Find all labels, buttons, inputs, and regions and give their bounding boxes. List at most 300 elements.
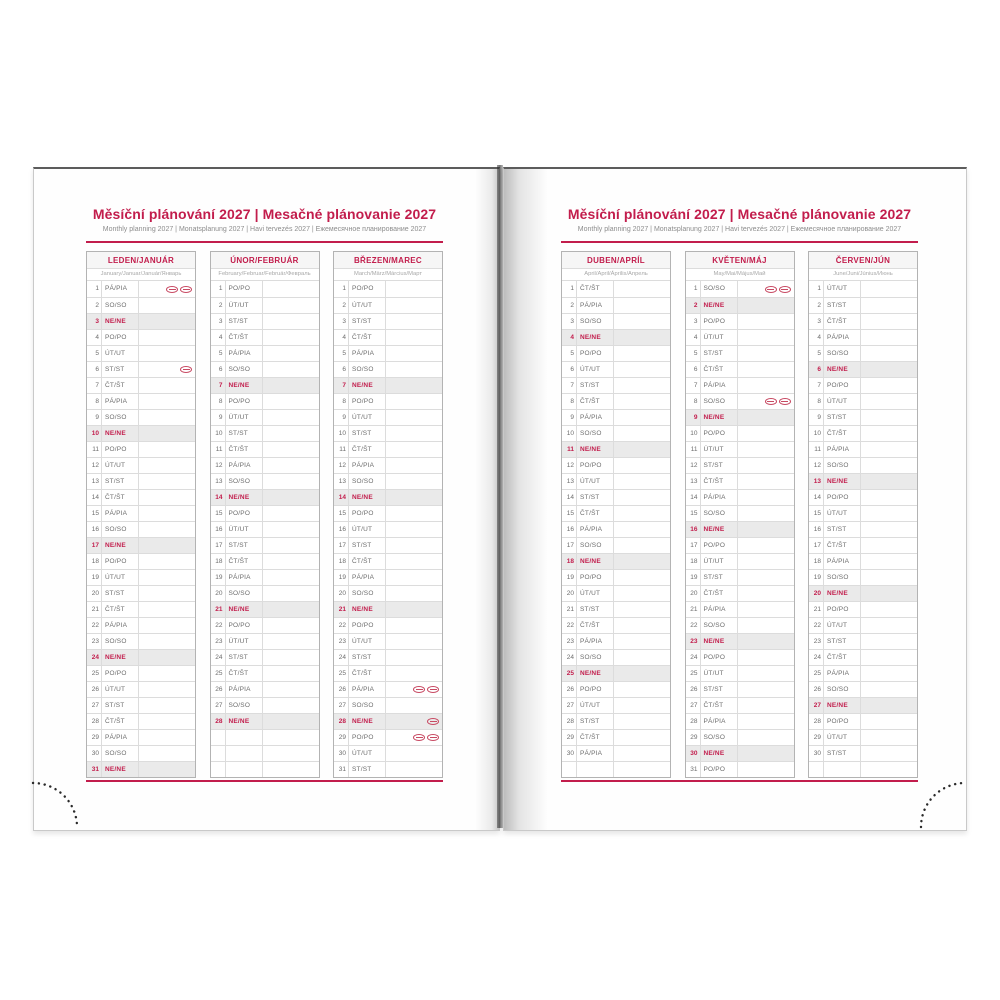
left-page-content — [86, 169, 443, 830]
day-name: PÁ/PIA — [577, 410, 614, 425]
day-note-area — [738, 570, 794, 585]
day-row — [809, 441, 917, 457]
month-table — [685, 251, 795, 778]
day-row — [334, 649, 442, 665]
day-name: NE/NE — [701, 410, 738, 425]
day-note-area — [738, 538, 794, 553]
day-name: PÁ/PIA — [102, 394, 139, 409]
left-page — [33, 167, 500, 831]
day-row — [211, 601, 319, 617]
day-name: PÁ/PIA — [349, 458, 386, 473]
day-row — [562, 409, 670, 425]
day-number: 26 — [562, 682, 577, 697]
day-number: 15 — [211, 506, 226, 521]
day-name: ČT/ŠT — [701, 586, 738, 601]
day-note-area — [139, 458, 195, 473]
day-note-area — [139, 506, 195, 521]
day-row — [562, 681, 670, 697]
day-number: 29 — [87, 730, 102, 745]
day-row — [562, 601, 670, 617]
day-name: PÁ/PIA — [577, 298, 614, 313]
holiday-flag-icon — [166, 286, 178, 293]
day-note-area — [263, 426, 319, 441]
day-note-area — [738, 666, 794, 681]
day-note-area — [614, 618, 670, 633]
day-name — [226, 730, 263, 745]
day-name: SO/SO — [701, 730, 738, 745]
day-row — [562, 393, 670, 409]
day-row — [562, 665, 670, 681]
day-number: 2 — [87, 298, 102, 313]
day-note-area — [139, 522, 195, 537]
day-row — [809, 393, 917, 409]
day-note-area — [263, 506, 319, 521]
day-number: 26 — [87, 682, 102, 697]
day-number: 14 — [334, 490, 349, 505]
day-row — [809, 329, 917, 345]
day-row — [809, 377, 917, 393]
day-row — [686, 329, 794, 345]
day-row — [686, 553, 794, 569]
day-name: NE/NE — [577, 554, 614, 569]
day-name: ÚT/UT — [824, 506, 861, 521]
day-row — [686, 297, 794, 313]
day-note-area — [263, 618, 319, 633]
day-number: 12 — [334, 458, 349, 473]
day-row — [809, 313, 917, 329]
day-note-area — [386, 650, 442, 665]
day-name: ST/ST — [102, 698, 139, 713]
day-note-area — [738, 474, 794, 489]
day-number: 6 — [334, 362, 349, 377]
day-note-area — [263, 570, 319, 585]
day-note-area — [738, 730, 794, 745]
day-row — [211, 393, 319, 409]
day-name: PÁ/PIA — [226, 682, 263, 697]
footer-divider-rule — [561, 780, 918, 782]
day-note-area — [386, 474, 442, 489]
day-row — [211, 681, 319, 697]
day-number: 29 — [686, 730, 701, 745]
day-name: PO/PO — [577, 346, 614, 361]
day-name: ST/ST — [349, 762, 386, 777]
header-divider-rule — [561, 241, 918, 243]
day-note-area — [861, 458, 917, 473]
day-number: 6 — [211, 362, 226, 377]
day-row — [87, 409, 195, 425]
day-name: PO/PO — [349, 281, 386, 297]
day-number: 17 — [334, 538, 349, 553]
right-page — [503, 167, 967, 831]
day-number: 12 — [809, 458, 824, 473]
day-name: ST/ST — [102, 586, 139, 601]
day-name: SO/SO — [226, 586, 263, 601]
day-row — [809, 521, 917, 537]
day-name: NE/NE — [701, 298, 738, 313]
day-row — [809, 617, 917, 633]
day-row — [87, 489, 195, 505]
day-name: NE/NE — [102, 426, 139, 441]
day-name: ÚT/UT — [349, 522, 386, 537]
day-number: 15 — [809, 506, 824, 521]
day-number: 23 — [334, 634, 349, 649]
day-number: 4 — [211, 330, 226, 345]
holiday-flag-icon — [427, 686, 439, 693]
day-row — [809, 569, 917, 585]
month-name: LEDEN/JANUÁR — [87, 252, 195, 269]
day-number: 28 — [562, 714, 577, 729]
day-name: ST/ST — [701, 346, 738, 361]
day-row — [334, 681, 442, 697]
day-name: ST/ST — [102, 474, 139, 489]
day-number: 20 — [334, 586, 349, 601]
page-subtitle: Monthly planning 2027 | Monatsplanung 2027 | Havi tervezés 2027 | Ежемесячное планирование 2027 — [102, 226, 427, 233]
day-name: ÚT/UT — [701, 666, 738, 681]
day-name: NE/NE — [577, 666, 614, 681]
day-note-area — [263, 490, 319, 505]
day-note-area — [614, 330, 670, 345]
day-number: 5 — [87, 346, 102, 361]
day-note-area — [614, 602, 670, 617]
day-number: 28 — [809, 714, 824, 729]
day-note-area — [386, 618, 442, 633]
day-note-area — [386, 730, 442, 745]
day-note-area — [738, 281, 794, 297]
day-number: 8 — [211, 394, 226, 409]
day-name: ÚT/UT — [577, 586, 614, 601]
day-row — [334, 713, 442, 729]
day-number: 20 — [562, 586, 577, 601]
day-note-area — [738, 426, 794, 441]
day-number: 17 — [87, 538, 102, 553]
day-number: 3 — [809, 314, 824, 329]
day-number: 26 — [211, 682, 226, 697]
day-name: PO/PO — [102, 330, 139, 345]
day-name: ČT/ŠT — [824, 314, 861, 329]
day-name: PÁ/PIA — [102, 281, 139, 297]
day-row — [686, 633, 794, 649]
day-note-area — [738, 362, 794, 377]
day-note-area — [139, 346, 195, 361]
day-name — [226, 746, 263, 761]
day-name: ÚT/UT — [577, 698, 614, 713]
day-number: 19 — [87, 570, 102, 585]
day-number: 10 — [562, 426, 577, 441]
day-number: 23 — [562, 634, 577, 649]
day-name: SO/SO — [577, 650, 614, 665]
day-row — [211, 329, 319, 345]
day-row — [809, 473, 917, 489]
day-number: 27 — [809, 698, 824, 713]
day-name: SO/SO — [349, 362, 386, 377]
day-note-area — [614, 378, 670, 393]
day-row — [211, 665, 319, 681]
day-number: 19 — [211, 570, 226, 585]
day-note-area — [738, 410, 794, 425]
day-row — [87, 697, 195, 713]
day-number: 19 — [686, 570, 701, 585]
day-number: 29 — [334, 730, 349, 745]
day-name: SO/SO — [824, 570, 861, 585]
day-number: 19 — [562, 570, 577, 585]
day-note-area — [738, 682, 794, 697]
day-name: PÁ/PIA — [577, 746, 614, 761]
day-number: 16 — [211, 522, 226, 537]
holiday-flag-icon — [427, 718, 439, 725]
day-name: ÚT/UT — [349, 746, 386, 761]
day-number: 21 — [686, 602, 701, 617]
day-name: NE/NE — [349, 490, 386, 505]
day-name: NE/NE — [226, 602, 263, 617]
day-number: 31 — [686, 762, 701, 777]
day-name: ČT/ŠT — [349, 554, 386, 569]
day-number — [211, 730, 226, 745]
month-tables-row — [86, 251, 443, 778]
day-note-area — [139, 618, 195, 633]
day-row — [562, 361, 670, 377]
day-row — [87, 745, 195, 761]
day-name: ČT/ŠT — [226, 330, 263, 345]
day-number: 5 — [211, 346, 226, 361]
day-row — [809, 697, 917, 713]
month-name: DUBEN/APRÍL — [562, 252, 670, 269]
day-row — [211, 281, 319, 297]
day-number: 21 — [334, 602, 349, 617]
day-row — [562, 633, 670, 649]
day-row — [211, 697, 319, 713]
day-note-area — [614, 458, 670, 473]
day-note-area — [614, 634, 670, 649]
day-name: PÁ/PIA — [824, 666, 861, 681]
day-name: PÁ/PIA — [577, 634, 614, 649]
day-note-area — [861, 442, 917, 457]
day-row — [334, 505, 442, 521]
day-row — [809, 409, 917, 425]
day-row — [686, 409, 794, 425]
day-number: 1 — [334, 281, 349, 297]
day-number: 24 — [562, 650, 577, 665]
page-subtitle: Monthly planning 2027 | Monatsplanung 2027 | Havi tervezés 2027 | Ежемесячное планирование 2027 — [577, 226, 902, 233]
day-row — [334, 297, 442, 313]
day-note-area — [263, 666, 319, 681]
day-name: NE/NE — [577, 442, 614, 457]
day-row — [334, 425, 442, 441]
day-name: NE/NE — [824, 362, 861, 377]
day-row — [87, 329, 195, 345]
day-name: ČT/ŠT — [349, 666, 386, 681]
day-name — [824, 762, 861, 777]
day-row — [562, 761, 670, 777]
day-note-area — [263, 330, 319, 345]
day-row — [211, 473, 319, 489]
day-note-area — [614, 554, 670, 569]
day-note-area — [738, 506, 794, 521]
month-table — [808, 251, 918, 778]
day-note-area — [139, 442, 195, 457]
day-note-area — [263, 410, 319, 425]
day-number: 21 — [809, 602, 824, 617]
day-note-area — [614, 538, 670, 553]
day-note-area — [139, 730, 195, 745]
day-row — [809, 601, 917, 617]
day-name: ČT/ŠT — [226, 442, 263, 457]
day-note-area — [614, 474, 670, 489]
day-number: 14 — [87, 490, 102, 505]
day-row — [686, 441, 794, 457]
day-row — [686, 281, 794, 297]
day-number: 4 — [562, 330, 577, 345]
day-name: ST/ST — [349, 650, 386, 665]
day-name: ÚT/UT — [226, 410, 263, 425]
day-name: ST/ST — [226, 314, 263, 329]
month-table — [86, 251, 196, 778]
day-number: 16 — [562, 522, 577, 537]
day-row — [211, 585, 319, 601]
day-number: 18 — [87, 554, 102, 569]
day-note-area — [738, 442, 794, 457]
day-row — [686, 601, 794, 617]
day-number: 26 — [686, 682, 701, 697]
day-name: PO/PO — [577, 458, 614, 473]
day-name: ST/ST — [349, 314, 386, 329]
day-note-area — [861, 682, 917, 697]
day-name: ÚT/UT — [349, 298, 386, 313]
day-row — [211, 345, 319, 361]
day-number: 17 — [211, 538, 226, 553]
day-note-area — [139, 298, 195, 313]
day-name: PÁ/PIA — [701, 714, 738, 729]
day-number: 17 — [562, 538, 577, 553]
day-name: ST/ST — [824, 298, 861, 313]
day-row — [562, 521, 670, 537]
day-name: PO/PO — [102, 666, 139, 681]
day-note-area — [861, 314, 917, 329]
day-row — [562, 441, 670, 457]
day-note-area — [738, 394, 794, 409]
day-name: PÁ/PIA — [349, 682, 386, 697]
day-number: 13 — [562, 474, 577, 489]
day-name: ST/ST — [577, 378, 614, 393]
day-name: ČT/ŠT — [226, 554, 263, 569]
day-note-area — [614, 394, 670, 409]
day-note-area — [738, 490, 794, 505]
day-row — [87, 441, 195, 457]
day-name: PÁ/PIA — [824, 442, 861, 457]
day-number: 22 — [686, 618, 701, 633]
day-name: NE/NE — [349, 602, 386, 617]
day-row — [211, 649, 319, 665]
day-name: NE/NE — [226, 378, 263, 393]
day-row — [686, 569, 794, 585]
day-row — [87, 377, 195, 393]
day-note-area — [386, 314, 442, 329]
day-row — [87, 569, 195, 585]
day-name: ST/ST — [824, 522, 861, 537]
day-number: 2 — [562, 298, 577, 313]
day-note-area — [861, 618, 917, 633]
day-row — [334, 617, 442, 633]
day-name: SO/SO — [577, 314, 614, 329]
day-note-area — [738, 586, 794, 601]
day-row — [334, 601, 442, 617]
month-languages: February/Februar/Február/Февраль — [211, 269, 319, 281]
day-number: 14 — [809, 490, 824, 505]
day-row — [686, 537, 794, 553]
day-number: 25 — [334, 666, 349, 681]
day-note-area — [386, 554, 442, 569]
day-name: ÚT/UT — [226, 522, 263, 537]
day-note-area — [614, 281, 670, 297]
day-note-area — [139, 474, 195, 489]
month-table — [210, 251, 320, 778]
day-number: 27 — [562, 698, 577, 713]
day-name: ÚT/UT — [102, 682, 139, 697]
day-note-area — [386, 746, 442, 761]
day-number: 2 — [686, 298, 701, 313]
day-row — [686, 681, 794, 697]
day-row — [686, 505, 794, 521]
day-number: 4 — [809, 330, 824, 345]
day-name: PÁ/PIA — [577, 522, 614, 537]
day-name: SO/SO — [102, 746, 139, 761]
day-name: PO/PO — [226, 506, 263, 521]
day-note-area — [614, 730, 670, 745]
day-row — [334, 697, 442, 713]
day-number: 29 — [809, 730, 824, 745]
day-row — [334, 329, 442, 345]
day-number: 6 — [562, 362, 577, 377]
day-note-area — [614, 666, 670, 681]
day-number: 1 — [562, 281, 577, 297]
day-note-area — [139, 762, 195, 777]
day-name: ČT/ŠT — [102, 490, 139, 505]
holiday-flag-icon — [180, 366, 192, 373]
day-number: 16 — [87, 522, 102, 537]
day-number: 10 — [87, 426, 102, 441]
day-number: 23 — [809, 634, 824, 649]
day-note-area — [139, 634, 195, 649]
day-name: ÚT/UT — [701, 554, 738, 569]
day-number: 7 — [809, 378, 824, 393]
day-number: 6 — [809, 362, 824, 377]
day-note-area — [386, 490, 442, 505]
day-name: PO/PO — [577, 682, 614, 697]
day-number: 16 — [809, 522, 824, 537]
day-row — [334, 473, 442, 489]
day-row — [686, 425, 794, 441]
day-row — [562, 377, 670, 393]
day-number: 2 — [334, 298, 349, 313]
day-name: PÁ/PIA — [824, 330, 861, 345]
day-note-area — [263, 586, 319, 601]
day-note-area — [139, 602, 195, 617]
day-row — [686, 697, 794, 713]
day-number: 13 — [211, 474, 226, 489]
day-name: SO/SO — [824, 458, 861, 473]
day-note-area — [861, 426, 917, 441]
day-number: 30 — [809, 746, 824, 761]
day-name: PÁ/PIA — [226, 570, 263, 585]
day-row — [809, 665, 917, 681]
day-row — [87, 361, 195, 377]
day-note-area — [738, 458, 794, 473]
day-row — [211, 553, 319, 569]
day-number: 22 — [809, 618, 824, 633]
day-name: PO/PO — [226, 394, 263, 409]
day-number: 11 — [334, 442, 349, 457]
day-name: ČT/ŠT — [824, 426, 861, 441]
day-name: SO/SO — [349, 474, 386, 489]
